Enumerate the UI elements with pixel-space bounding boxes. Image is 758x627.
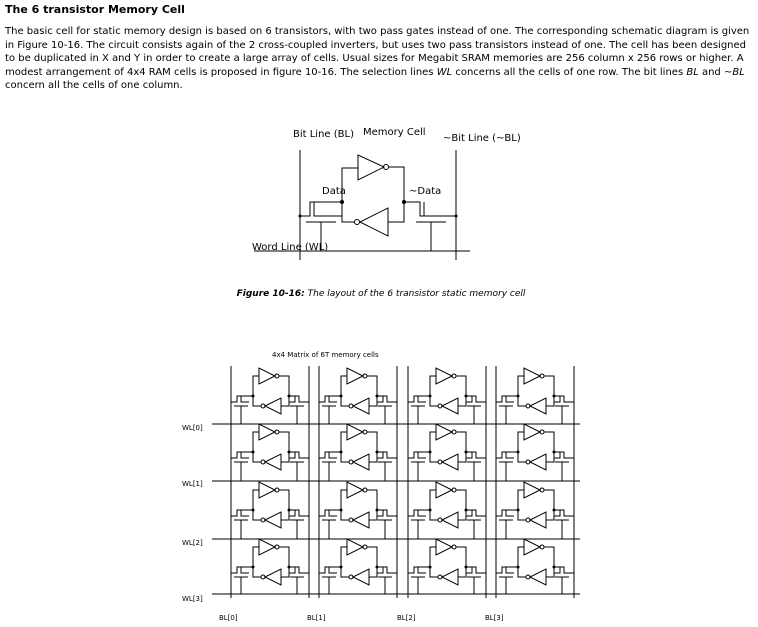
cell-wire (253, 452, 261, 462)
cell-node-dot (376, 451, 379, 454)
bit-line-label: Bit Line (BL) (293, 129, 354, 140)
cell-inverter-bottom (530, 569, 546, 585)
cell-wire (281, 567, 289, 577)
cell-3-2 (408, 539, 486, 594)
cell-wire (430, 547, 436, 567)
cell-wire (253, 567, 261, 577)
cell-node-dot (288, 509, 291, 512)
cell-wire (341, 376, 347, 396)
cell-inverter-top (347, 424, 363, 440)
paragraph-part-4: concern all the cells of one column. (5, 80, 183, 92)
cell-wire (518, 376, 524, 396)
cell-wire (341, 396, 349, 406)
cell-pass-left (329, 396, 337, 402)
cell-2-1 (319, 482, 397, 539)
cell-inverter-bottom (353, 398, 369, 414)
ndata-label: ~Data (409, 186, 442, 197)
cell-wire (279, 432, 289, 452)
cell-wire (518, 490, 524, 510)
cell-wire (341, 490, 347, 510)
cell-inverter-bottom (530, 512, 546, 528)
word-line-label: Word Line (WL) (252, 242, 329, 253)
cell-wire (367, 432, 377, 452)
cell-wire (458, 396, 466, 406)
cell-pass-left (496, 510, 518, 516)
cell-pass-left (329, 452, 337, 458)
cell-inverter-top (259, 424, 275, 440)
cell-node-dot (340, 509, 343, 512)
cell-wire (546, 396, 554, 406)
cell-inverter-top (347, 539, 363, 555)
cell-wire (430, 490, 436, 510)
cell-pass-right (377, 510, 397, 516)
cell-node-dot (252, 451, 255, 454)
cell-inverter-top (524, 368, 540, 384)
cell-pass-left (408, 567, 430, 573)
cell-wire (369, 567, 377, 577)
cell-wire (341, 452, 349, 462)
cell-node-dot (465, 566, 468, 569)
cell-wire (430, 432, 436, 452)
cell-wire (369, 396, 377, 406)
cell-pass-left (319, 567, 341, 573)
cell-pass-right (289, 510, 309, 516)
cell-inverter-bottom (353, 569, 369, 585)
cell-pass-right (554, 567, 574, 573)
cell-wire (456, 490, 466, 510)
cell-pass-left (319, 510, 341, 516)
matrix-body (182, 366, 580, 622)
cell-pass-left (496, 567, 518, 573)
cell-wire (456, 376, 466, 396)
cell-inverter-top (436, 368, 452, 384)
cell-pass-left (408, 452, 430, 458)
cell-0-0 (231, 368, 309, 424)
cell-pass-right (554, 396, 574, 402)
memory-cell-label: Memory Cell (363, 127, 426, 138)
cell-inverter-top (524, 539, 540, 555)
cell-pass-right (377, 452, 397, 458)
cell-wire (544, 376, 554, 396)
cell-pass-left (506, 396, 514, 402)
cell-inverter-bottom (530, 398, 546, 414)
cell-inverter-bottom (265, 454, 281, 470)
cell-inverter-top (259, 482, 275, 498)
cell-wire (279, 547, 289, 567)
cell-node-dot (517, 509, 520, 512)
cell-inverter-bottom (353, 512, 369, 528)
cell-pass-right (466, 567, 486, 573)
cell-pass-left (506, 452, 514, 458)
cell-pass-left (496, 452, 518, 458)
cell-node-dot (429, 395, 432, 398)
cell-node-dot (429, 451, 432, 454)
bl-term: BL (686, 66, 699, 78)
cell-pass-right (289, 452, 309, 458)
cell-inverter-top (436, 539, 452, 555)
cell-wire (456, 432, 466, 452)
cell-1-2 (408, 424, 486, 481)
cell-3-1 (319, 539, 397, 594)
caption-text: The layout of the 6 transistor static memory cell (304, 289, 526, 299)
cell-inverter-top (259, 368, 275, 384)
cell-pass-left (329, 510, 337, 516)
cell-node-dot (340, 395, 343, 398)
cell-wire (281, 396, 289, 406)
cell-pass-left (231, 396, 253, 402)
cell-node-dot (429, 566, 432, 569)
cell-wire (430, 567, 438, 577)
cell-2-0 (231, 482, 309, 539)
cell-pass-right (466, 452, 486, 458)
cell-wire (367, 376, 377, 396)
cell-inverter-top (524, 482, 540, 498)
cell-wire (341, 567, 349, 577)
cell-wire (341, 432, 347, 452)
cell-node-dot (376, 395, 379, 398)
cell-inverter-bottom (353, 454, 369, 470)
cell-wire (253, 490, 259, 510)
cell-wire (518, 396, 526, 406)
cell-node-dot (252, 395, 255, 398)
cell-inverter-bottom (265, 569, 281, 585)
cell-pass-right (554, 452, 574, 458)
cell-wire (518, 510, 526, 520)
cell-wire (253, 510, 261, 520)
paragraph-part-1: The basic cell for static memory design is based on 6 transistors, with two pass gates instead of one. The corresponding schematic diagram is given in Figure 10-16. The circuit consists again of the 2 cross-coupled inverters, but uses two pass transistors instead of one. The cell has been designed to be duplicated in X and Y in order to create a large array of cells. Usual sizes for Megabit SRAM memories are 256 column x 256 rows or higher. A modest arrangement of 4x4 RAM cells is proposed in figure 10-16. The selection lines (5, 26, 750, 78)
cell-pass-right (466, 510, 486, 516)
cell-inverter-top (347, 368, 363, 384)
cell-wire (430, 510, 438, 520)
cell-inverter-bottom (442, 569, 458, 585)
matrix-title: 4x4 Matrix of 6T memory cells (272, 351, 379, 359)
cell-0-1 (319, 368, 397, 424)
cell-wire (518, 432, 524, 452)
cell-wire (546, 510, 554, 520)
cell-inverter-bottom (442, 454, 458, 470)
cell-wire (369, 452, 377, 462)
cell-inverter-bottom (530, 454, 546, 470)
cell-inverter-top (347, 482, 363, 498)
cell-3-0 (231, 539, 309, 594)
paragraph-part-2: concerns all the cells of one row. The bit lines (452, 66, 687, 78)
bitline-label-2: BL[2] (397, 614, 416, 622)
cell-wire (341, 510, 349, 520)
cell-pass-left (319, 452, 341, 458)
cell-node-dot (517, 395, 520, 398)
cell-pass-left (329, 567, 337, 573)
cell-wire (341, 547, 347, 567)
cell-pass-right (377, 567, 397, 573)
cell-wire (430, 452, 438, 462)
cell-node-dot (553, 566, 556, 569)
cell-wire (544, 547, 554, 567)
cell-2-3 (496, 482, 574, 539)
cell-wire (369, 510, 377, 520)
cell-inverter-bottom (265, 398, 281, 414)
cell-node-dot (553, 451, 556, 454)
wl-term: WL (436, 66, 453, 78)
cell-node-dot (288, 566, 291, 569)
cell-node-dot (376, 509, 379, 512)
cell-1-3 (496, 424, 574, 481)
cell-pass-left (506, 510, 514, 516)
cell-wire (544, 490, 554, 510)
cell-wire (546, 567, 554, 577)
cell-pass-left (231, 510, 253, 516)
figure-number: Figure 10-16: (236, 289, 305, 299)
bitline-label-1: BL[1] (307, 614, 326, 622)
cell-2-2 (408, 482, 486, 539)
cell-pass-left (408, 510, 430, 516)
cell-node-dot (252, 566, 255, 569)
cell-pass-left (418, 396, 426, 402)
cell-inverter-top (524, 424, 540, 440)
cell-wire (518, 452, 526, 462)
cell-node-dot (252, 509, 255, 512)
cell-pass-left (319, 396, 341, 402)
nbit-line-label: ~Bit Line (~BL) (443, 133, 521, 144)
cell-wire (281, 452, 289, 462)
cell-inverter-bottom (442, 512, 458, 528)
cell-node-dot (429, 509, 432, 512)
cell-node-dot (517, 451, 520, 454)
cell-node-dot (376, 566, 379, 569)
cell-pass-right (554, 510, 574, 516)
cell-0-2 (408, 368, 486, 424)
cell-pass-left (231, 452, 253, 458)
cell-inverter-bottom (265, 512, 281, 528)
cell-node-dot (340, 566, 343, 569)
cell-pass-right (289, 396, 309, 402)
cell-pass-left (496, 396, 518, 402)
data-label: Data (322, 186, 346, 197)
cell-wire (518, 547, 524, 567)
cell-wire (253, 547, 259, 567)
cell-wire (430, 396, 438, 406)
cell-inverter-top (436, 424, 452, 440)
cell-inverter-top (436, 482, 452, 498)
cell-wire (253, 432, 259, 452)
cell-pass-left (231, 567, 253, 573)
cell-pass-left (241, 396, 249, 402)
cell-pass-left (418, 452, 426, 458)
cell-wire (367, 490, 377, 510)
cell-pass-right (289, 567, 309, 573)
cell-pass-right (377, 396, 397, 402)
cell-wire (253, 396, 261, 406)
nbl-term: ~BL (723, 66, 745, 78)
cell-pass-left (408, 396, 430, 402)
cell-node-dot (288, 451, 291, 454)
bitline-label-3: BL[3] (485, 614, 504, 622)
cell-wire (279, 490, 289, 510)
cell-wire (458, 510, 466, 520)
cell-inverter-top (259, 539, 275, 555)
bitline-label-0: BL[0] (219, 614, 238, 622)
cell-node-dot (553, 509, 556, 512)
section-title: The 6 transistor Memory Cell (5, 3, 185, 16)
cell-wire (456, 547, 466, 567)
cell-node-dot (465, 451, 468, 454)
cell-pass-left (506, 567, 514, 573)
wordline-label-0: WL[0] (182, 424, 203, 432)
cell-wire (279, 376, 289, 396)
cell-3-3 (496, 539, 574, 594)
paragraph-part-3: and (698, 66, 724, 78)
cell-node-dot (340, 451, 343, 454)
cell-wire (430, 376, 436, 396)
cell-1-0 (231, 424, 309, 481)
cell-node-dot (553, 395, 556, 398)
cell-wire (281, 510, 289, 520)
wordline-label-3: WL[3] (182, 595, 203, 603)
wordline-label-2: WL[2] (182, 539, 203, 547)
cell-node-dot (517, 566, 520, 569)
cell-wire (253, 376, 259, 396)
cell-pass-left (418, 510, 426, 516)
cell-wire (367, 547, 377, 567)
wordline-label-1: WL[1] (182, 480, 203, 488)
cell-inverter-bottom (442, 398, 458, 414)
cell-wire (518, 567, 526, 577)
cell-1-1 (319, 424, 397, 481)
cell-wire (546, 452, 554, 462)
cell-pass-left (241, 452, 249, 458)
cell-pass-left (241, 567, 249, 573)
cell-pass-left (418, 567, 426, 573)
cell-node-dot (288, 395, 291, 398)
cell-wire (544, 432, 554, 452)
cell-pass-right (466, 396, 486, 402)
cell-node-dot (465, 509, 468, 512)
cell-0-3 (496, 368, 574, 424)
cell-wire (458, 452, 466, 462)
cell-pass-left (241, 510, 249, 516)
cell-wire (458, 567, 466, 577)
cell-node-dot (465, 395, 468, 398)
